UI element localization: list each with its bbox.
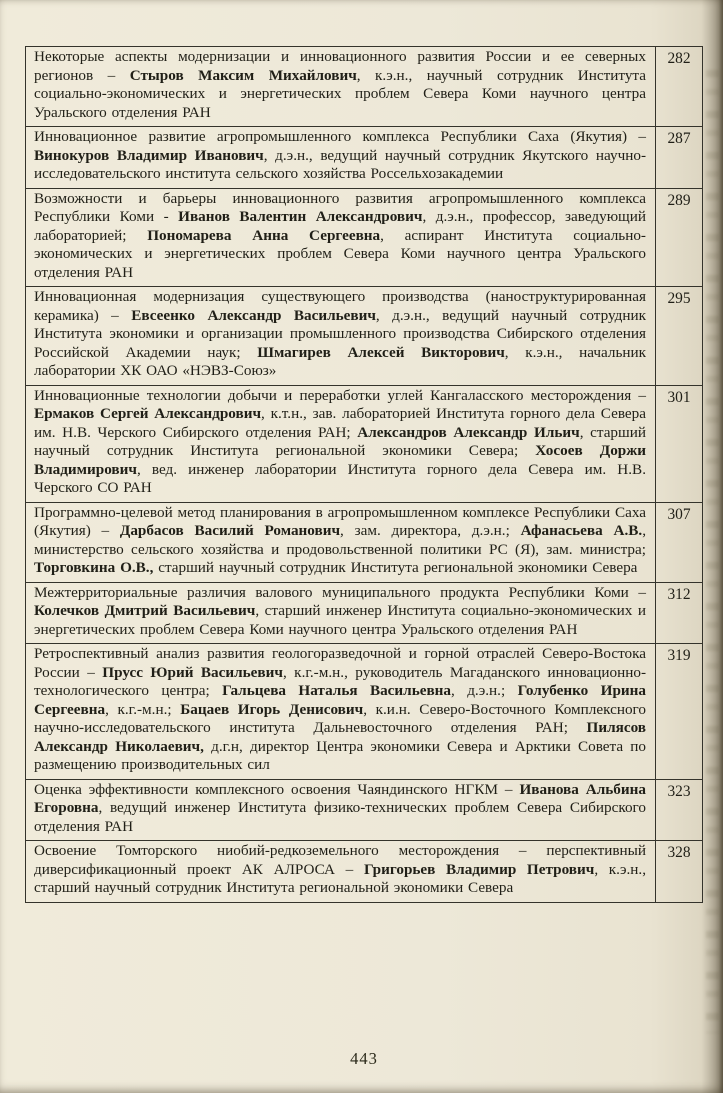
table-row [26,188,703,287]
page-number: 323 [656,779,703,841]
entry-text: Межтерриториальные различия валового муниципального продукта Республики Коми – Колечков Дмитрий Васильевич, старший инженер Института социально-экономических и энергетических проблем Севера Коми научного центра Уральского отделения РАН [26,582,656,644]
page-number: 282 [656,47,703,127]
table-row [26,644,703,780]
page-number: 295 [656,287,703,386]
toc-table [25,46,703,903]
entry-text: Возможности и барьеры инновационного развития агропромышленного комплекса Республики Коми - Иванов Валентин Александрович, д.э.н., профессор, заведующий лабораторией; Пономарева Анна Сергеевна, аспирант Института социально-экономических и энергетических проблем Севера Коми научного центра Уральского отделения РАН [26,188,656,287]
entry-text: Оценка эффективности комплексного освоения Чаяндинского НГКМ – Иванова Альбина Егоровна, ведущий инженер Института физико-технических проблем Севера Сибирского отделения РАН [26,779,656,841]
table-row [26,47,703,127]
page-number: 289 [656,188,703,287]
entry-text: Инновационная модернизация существующего производства (наноструктурированная керамика) – Евсеенко Александр Васильевич, д.э.н., ведущий научный сотрудник Института экономики и организации промышленного производства Сибирского отделения Российской Академии наук; Шмагирев Алексей Викторович, к.э.н., начальник лаборатории ХК ОАО «НЭВЗ-Союз» [26,287,656,386]
bleed-through-decoration [706,70,719,1033]
entry-text: Программно-целевой метод планирования в агропромышленном комплексе Республики Саха (Якутия) – Дарбасов Василий Романович, зам. директора, д.э.н.; Афанасьева А.В., министерство сельского хозяйства и продовольственной политики РС (Я), зам. министра; Торговкина О.В., старший научный сотрудник Института региональной экономики Севера [26,502,656,582]
table-row [26,582,703,644]
table-row [26,127,703,189]
table-row [26,287,703,386]
table-row [26,779,703,841]
entry-text: Инновационные технологии добычи и переработки углей Кангаласского месторождения – Ермаков Сергей Александрович, к.т.н., зав. лабораторией Института горного дела Севера им. Н.В. Черского Сибирского отделения РАН; Александров Александр Ильич, старший научный сотрудник Института региональной экономики Севера; Хосоев Доржи Владимирович, вед. инженер лаборатории Института горного дела Севера им. Н.В. Черского СО РАН [26,385,656,502]
page-number: 319 [656,644,703,780]
entry-text: Некоторые аспекты модернизации и инновационного развития России и ее северных регионов – Стыров Максим Михайлович, к.э.н., научный сотрудник Института социально-экономических и энергетических проблем Севера Коми научного центра Уральского отделения РАН [26,47,656,127]
page-number: 301 [656,385,703,502]
table-row [26,385,703,502]
entry-text: Инновационное развитие агропромышленного комплекса Республики Саха (Якутия) – Винокуров Владимир Иванович, д.э.н., ведущий научный сотрудник Якутского научно-исследовательского института сельского хозяйства Россельхозакадемии [26,127,656,189]
page-number: 312 [656,582,703,644]
page-number: 307 [656,502,703,582]
entry-text: Освоение Томторского ниобий-редкоземельного месторождения – перспективный диверсификационный проект АК АЛРОСА – Григорьев Владимир Петрович, к.э.н., старший научный сотрудник Института региональной экономики Севера [26,841,656,903]
entry-text: Ретроспективный анализ развития геологоразведочной и горной отраслей Северо-Востока России – Прусс Юрий Васильевич, к.г.-м.н., руководитель Магаданского инновационно-технологического центра; Гальцева Наталья Васильевна, д.э.н.; Голубенко Ирина Сергеевна, к.г.-м.н.; Бацаев Игорь Денисович, к.и.н. Северо-Восточного Комплексного научно-исследовательского института Дальневосточного отделения РАН; Пилясов Александр Николаевич, д.г.н, директор Центра экономики Севера и Арктики Совета по размещению производительных сил [26,644,656,780]
page-number: 287 [656,127,703,189]
toc-table-body [26,47,703,903]
table-row [26,841,703,903]
table-row [26,502,703,582]
footer-page-number: 443 [350,1049,378,1068]
page-number: 328 [656,841,703,903]
